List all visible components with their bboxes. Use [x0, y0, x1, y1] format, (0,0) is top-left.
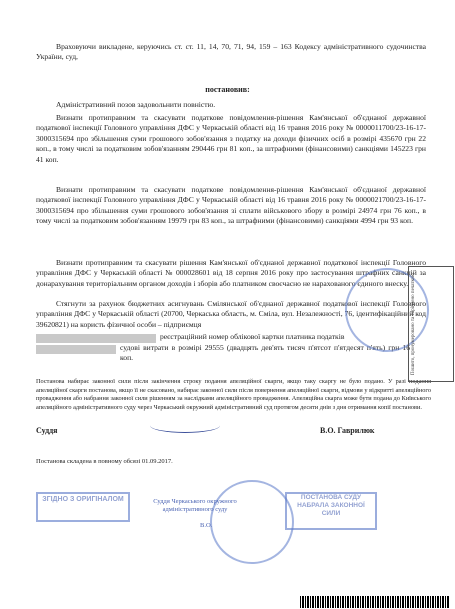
judge-name: В.О. Гаврилюк — [320, 426, 375, 435]
paragraph-claim-satisfied: Адміністративний позов задовольнити повністю. — [56, 100, 216, 109]
redacted-number — [36, 345, 116, 354]
paragraph-penalty-decision: Визнати протиправним та скасувати рішення Кам'янської об'єднаної державної податкової інспекції Головного управління ДФС у Черкаській області № 000028601 від 18 серпня 2016 року про застосування штрафних санкцій за донарахування територіальним органом доходів і зборів або платником своєчасно не нарахованого єдиного внеску. — [36, 258, 426, 288]
barcode — [300, 596, 450, 608]
paragraph-costs: Стягнути за рахунок бюджетних асигнувань Смілянської об'єднаної державної податкової інспекції Головного управління ДФС у Черкаській області (20700, Черкаська область, м. Сміла, вул. Незалежності, 76, ідентифікаційний код 39620821) на користь фізичної особи – підприємця — [36, 299, 426, 329]
paragraph-tax-decision-2: Визнати протиправним та скасувати податкове повідомлення-рішення Кам'янської об'єднаної державної податкової інспекції Головного управління ДФС у Черкаській області від 16 травня 2016 року № 0000021700/23-16-17-3000315694 про збільшення суми грошового зобов'язання зі сплати військового збору в розмірі 24974 грн 76 коп., в тому числі за податковим зобов'язанням 19979 грн 83 коп., за штрафними (фінансовими) санкціями 4994 грн 93 коп. — [36, 185, 426, 226]
paragraph-costs-amount: судові витрати в розмірі 29555 (двадцять дев'ять тисяч п'ятсот п'ятдесят п'ять) грн 16 коп. — [120, 343, 410, 363]
paragraph-costs-tax-number: реєстраційний номер облікової картки платника податків — [160, 332, 345, 341]
legal-force-paragraph: Постанова набирає законної сили після закінчення строку подання апеляційної скарги, якщо таку скаргу не було подано. У разі подання апеляційної скарги постанова, якщо її не скасовано, набирає законної сили після повернення апеляційної скарги, відмови у відкритті апеляційного провадження або набрання законної сили рішенням за наслідками апеляційного провадження. Апеляційна скарга може бути подана до Київського апеляційного адміністративного суду через Черкаський окружний адміністративний суд протягом десяти днів з дня отримання копії постанови. — [36, 378, 431, 411]
redacted-name — [36, 334, 156, 343]
paragraph-tax-decision-1: Визнати протиправним та скасувати податкове повідомлення-рішення Кам'янської об'єднаної державної податкової інспекції Головного управління ДФС у Черкаській області від 16 травня 2016 року № 0000011700/23-16-17-3000315694 про збільшення суми грошового зобов'язання з податку на доходи фізичних осіб в розмірі 435670 грн 22 коп., в тому числі за податковим зобов'язанням 290446 грн 81 коп., за штрафними (фінансовими) санкціями 145223 грн 41 коп. — [36, 113, 426, 164]
round-seal-bottom — [210, 480, 294, 564]
judge-label: Суддя — [36, 426, 58, 435]
completion-date-note: Постанова складена в повному обсязі 01.09.2017. — [36, 458, 173, 465]
judge-signature — [150, 418, 220, 433]
court-judge-stamp: Суддя Черкаського окружного адміністративного суду — [153, 498, 237, 513]
resolution-heading: постановив: — [205, 85, 250, 94]
court-judge-stamp-sign: В.О. — [200, 522, 213, 529]
legal-force-stamp: ПОСТАНОВА СУДУ НАБРАЛА ЗАКОННОЇ СИЛИ — [285, 492, 377, 530]
binding-stamp: Пошито, пронумеровано та скріплено печаткою — [408, 266, 454, 382]
copy-stamp: ЗГІДНО З ОРИГІНАЛОМ — [36, 492, 130, 522]
intro-paragraph: Враховуючи викладене, керуючись ст. ст. 11, 14, 70, 71, 94, 159 – 163 Кодексу адміністративного судочинства України, суд, — [36, 42, 426, 62]
